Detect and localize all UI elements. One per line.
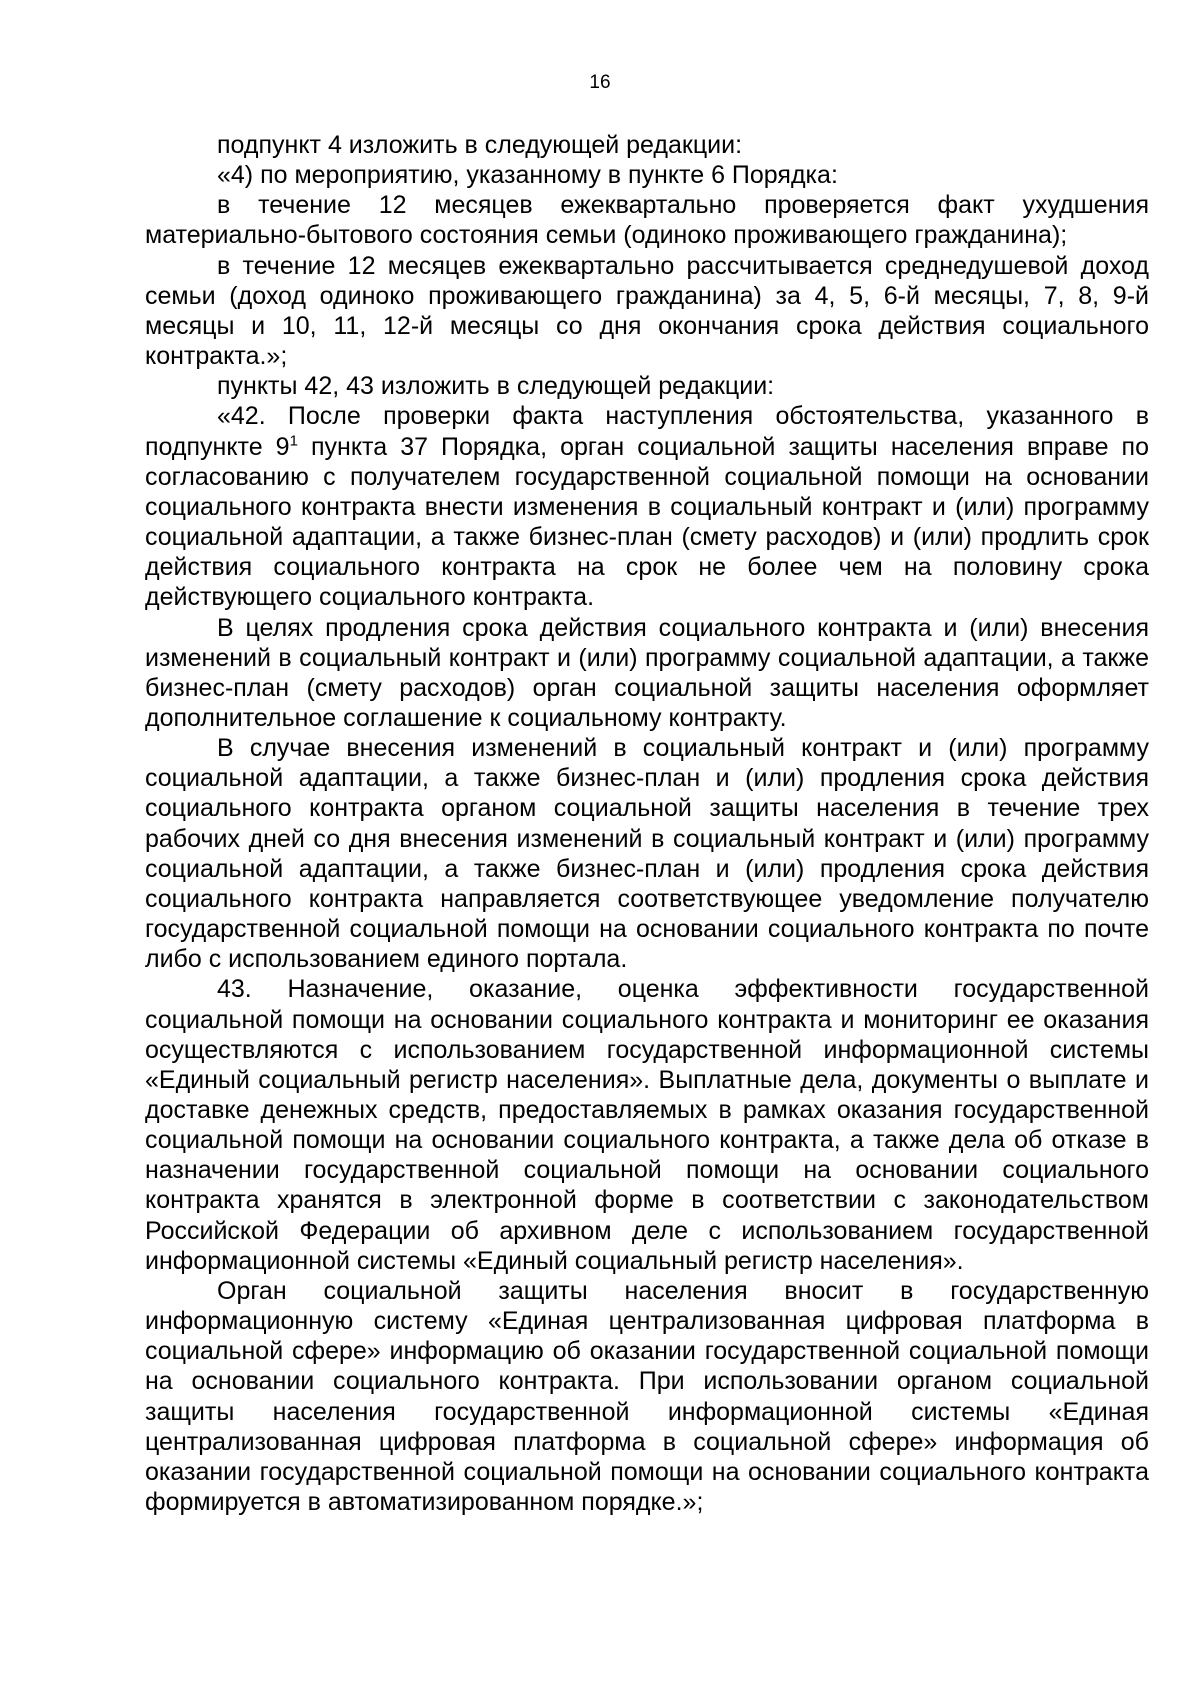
paragraph-check-material-condition: в течение 12 месяцев ежеквартально проверяется факт ухудшения материально-бытового состояния семьи (одиноко проживающего гражданина); xyxy=(145,191,1149,250)
superscript-1: 1 xyxy=(289,432,298,450)
item-42-text-start: «42. После проверки факта наступления обстоятельства, указанного в подпункте 9 xyxy=(145,402,1149,461)
page-number: 16 xyxy=(589,72,611,93)
paragraph-subitem-4-intro: подпункт 4 изложить в следующей редакции: xyxy=(217,131,743,159)
paragraph-additional-agreement: В целях продления срока действия социального контракта и (или) внесения изменений в социальный контракт и (или) программу социальной адаптации, а также бизнес-план (смету расходов) орган социальной защиты населения оформляет дополнительное соглашение к социальному контракту. xyxy=(145,613,1149,732)
document-body xyxy=(145,130,1149,1517)
paragraph-notification: В случае внесения изменений в социальный контракт и (или) программу социальной адаптации, а также бизнес-план и (или) продления срока действия социального контракта органом социальной защиты населения в течение трех рабочих дней со дня внесения изменений в социальный контракт и (или) программу социальной адаптации, а также бизнес-план и (или) продления срока действия социального контракта направляется соответствующее уведомление получателю государственной социальной помощи на основании социального контракта по почте либо с использованием единого портала. xyxy=(145,734,1149,974)
paragraph-item-42 xyxy=(145,401,1149,612)
paragraph-item-43: 43. Назначение, оказание, оценка эффективности государственной социальной помощи на основании социального контракта и мониторинг ее оказания осуществляются с использованием государственной информационной системы «Единый социальный регистр населения». Выплатные дела, документы о выплате и доставке денежных средств, предоставляемых в рамках оказания государственной социальной помощи на основании социального контракта, а также дела об отказе в назначении государственной социальной помощи на основании социального контракта хранятся в электронной форме в соответствии с законодательством Российской Федерации об архивном деле с использованием государственной информационной системы «Единый социальный регистр населения». xyxy=(145,975,1149,1275)
paragraph-digital-platform: Орган социальной защиты населения вносит в государственную информационную систему «Единая централизованная цифровая платформа в социальной сфере» информацию об оказании государственной социальной помощи на основании социального контракта. При использовании органом социальной защиты населения государственной информационной системы «Единая централизованная цифровая платформа в социальной сфере» информация об оказании государственной социальной помощи на основании социального контракта формируется в автоматизированном порядке.»; xyxy=(145,1276,1149,1517)
paragraph-subitem-4-heading: «4) по мероприятию, указанному в пункте 6 Порядка: xyxy=(217,161,838,190)
paragraph-income-calculation: в течение 12 месяцев ежеквартально рассчитывается среднедушевой доход семьи (доход одиноко проживающего гражданина) за 4, 5, 6-й месяцы, 7, 8, 9-й месяцы и 10, 11, 12-й месяцы со дня окончания срока действия социального контракта.»; xyxy=(145,251,1149,371)
paragraph-items-42-43-intro: пункты 42, 43 изложить в следующей редакции: xyxy=(217,372,775,401)
item-42-text-end: пункта 37 Порядка, орган социальной защиты населения вправе по согласованию с получателем государственной социальной помощи на основании социального контракта внести изменения в социальный контракт и (или) программу социальной адаптации, а также бизнес-план (смету расходов) и (или) продлить срок действия социального контракта на срок не более чем на половину срока действующего социального контракта. xyxy=(145,432,1149,612)
